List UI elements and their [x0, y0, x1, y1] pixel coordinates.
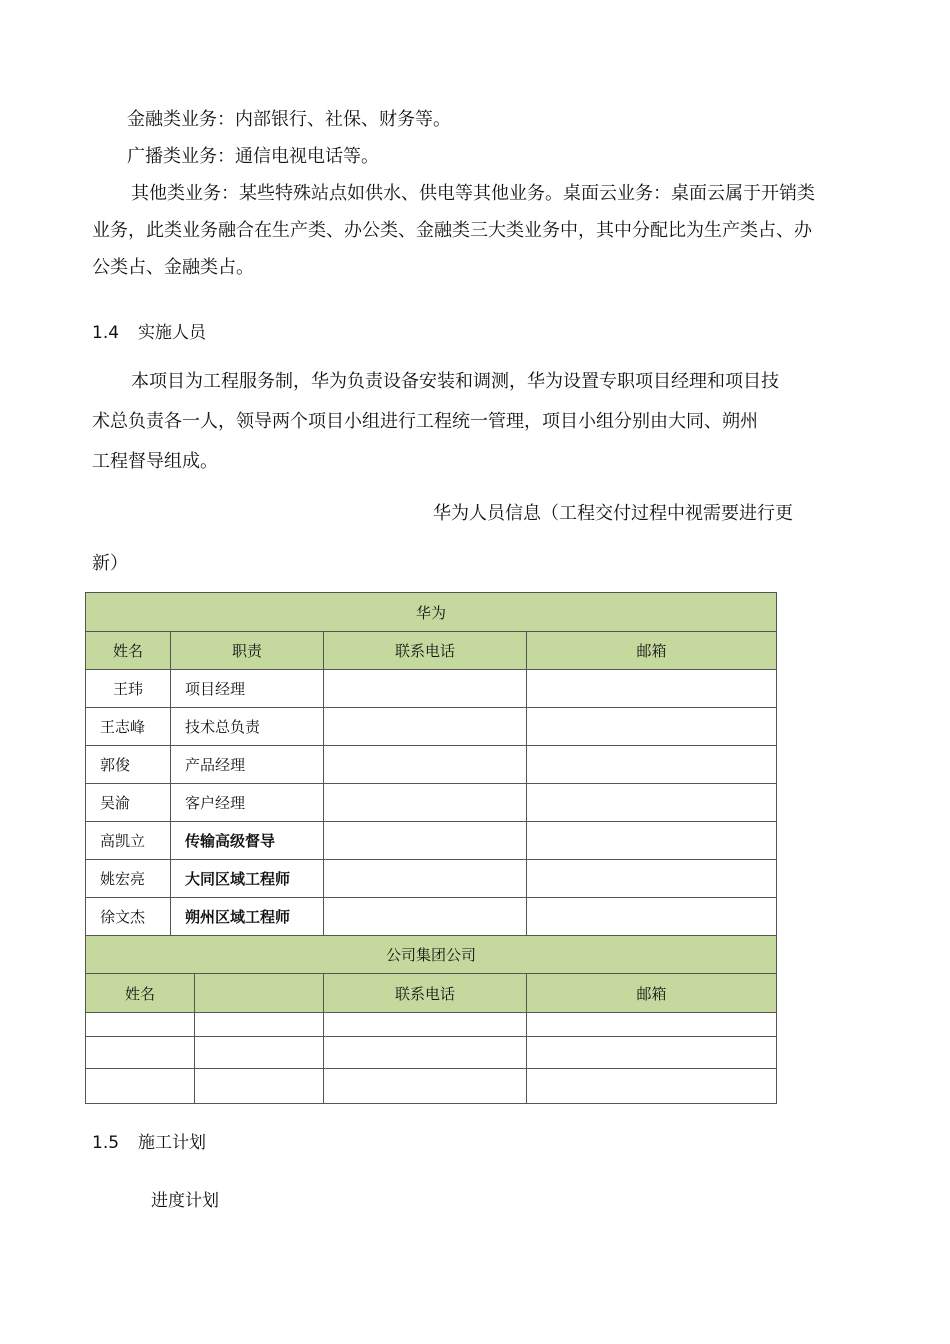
group-cell	[195, 1013, 324, 1037]
staff-table	[85, 592, 777, 1104]
intro-line-broadcast: 广播类业务：通信电视电话等。	[127, 146, 379, 167]
table-row	[86, 1013, 777, 1037]
table-row	[86, 1069, 777, 1104]
table-row	[86, 670, 777, 708]
table-row	[86, 860, 777, 898]
staff-email	[527, 860, 777, 898]
staff-name: 吴渝	[86, 784, 171, 822]
group-title: 公司集团公司	[86, 936, 777, 974]
staff-name: 王志峰	[86, 708, 171, 746]
staff-email	[527, 784, 777, 822]
intro-line-finance: 金融类业务：内部银行、社保、财务等。	[127, 109, 451, 130]
staff-phone	[324, 708, 527, 746]
group-cell	[324, 1069, 527, 1104]
table-row	[86, 784, 777, 822]
intro-para-line-3: 公类占、金融类占。	[92, 257, 254, 278]
group-title-row	[86, 936, 777, 974]
staff-para-line-3: 工程督导组成。	[92, 451, 218, 472]
group-cell	[527, 1037, 777, 1069]
staff-phone	[324, 898, 527, 936]
group-cell	[86, 1013, 195, 1037]
group-cell	[86, 1069, 195, 1104]
group-cell	[195, 1069, 324, 1104]
staff-name: 郭俊	[86, 746, 171, 784]
staff-email	[527, 708, 777, 746]
header-email: 邮箱	[527, 632, 777, 670]
staff-email	[527, 822, 777, 860]
huawei-title: 华为	[86, 593, 777, 632]
huawei-header-row	[86, 632, 777, 670]
staff-role: 大同区域工程师	[171, 860, 324, 898]
table-row	[86, 1037, 777, 1069]
section-number: 1.5	[92, 1133, 120, 1153]
group-cell	[195, 1037, 324, 1069]
staff-para-line-2: 术总负责各一人，领导两个项目小组进行工程统一管理，项目小组分别由大同、朔州	[92, 411, 758, 432]
huawei-title-row	[86, 593, 777, 632]
staff-role: 客户经理	[171, 784, 324, 822]
table-row	[86, 708, 777, 746]
group-cell	[527, 1069, 777, 1104]
staff-phone	[324, 822, 527, 860]
staff-para-line-1: 本项目为工程服务制，华为负责设备安装和调测，华为设置专职项目经理和项目技	[131, 371, 779, 392]
group-header-blank	[195, 974, 324, 1013]
intro-para-line-1: 其他类业务：某些特殊站点如供水、供电等其他业务。桌面云业务：桌面云属于开销类	[131, 183, 815, 204]
header-name: 姓名	[86, 632, 171, 670]
section-title: 施工计划	[138, 1133, 206, 1153]
group-header-name: 姓名	[86, 974, 195, 1013]
table-caption-line-1: 华为人员信息（工程交付过程中视需要进行更	[433, 503, 793, 524]
header-role: 职责	[171, 632, 324, 670]
staff-role: 朔州区域工程师	[171, 898, 324, 936]
table-row	[86, 746, 777, 784]
staff-phone	[324, 784, 527, 822]
staff-role: 项目经理	[171, 670, 324, 708]
staff-phone	[324, 670, 527, 708]
staff-phone	[324, 860, 527, 898]
staff-name: 高凯立	[86, 822, 171, 860]
group-header-email: 邮箱	[527, 974, 777, 1013]
header-phone: 联系电话	[324, 632, 527, 670]
section-title: 实施人员	[138, 323, 206, 343]
group-cell	[86, 1037, 195, 1069]
table-row	[86, 822, 777, 860]
section-number: 1.4	[92, 323, 120, 343]
staff-email	[527, 746, 777, 784]
staff-name: 王玮	[86, 670, 171, 708]
section-heading-1-5	[92, 1128, 206, 1153]
group-header-row	[86, 974, 777, 1013]
group-cell	[527, 1013, 777, 1037]
intro-para-line-2: 业务，此类业务融合在生产类、办公类、金融类三大类业务中，其中分配比为生产类占、办	[92, 220, 812, 241]
table-row	[86, 898, 777, 936]
staff-role: 技术总负责	[171, 708, 324, 746]
staff-name: 徐文杰	[86, 898, 171, 936]
section-heading-1-4	[92, 318, 206, 343]
group-cell	[324, 1013, 527, 1037]
staff-role: 传输高级督导	[171, 822, 324, 860]
staff-email	[527, 898, 777, 936]
staff-name: 姚宏亮	[86, 860, 171, 898]
staff-email	[527, 670, 777, 708]
staff-phone	[324, 746, 527, 784]
table-caption-line-2: 新）	[92, 553, 128, 574]
group-header-phone: 联系电话	[324, 974, 527, 1013]
staff-role: 产品经理	[171, 746, 324, 784]
schedule-subheading: 进度计划	[151, 1191, 219, 1211]
group-cell	[324, 1037, 527, 1069]
